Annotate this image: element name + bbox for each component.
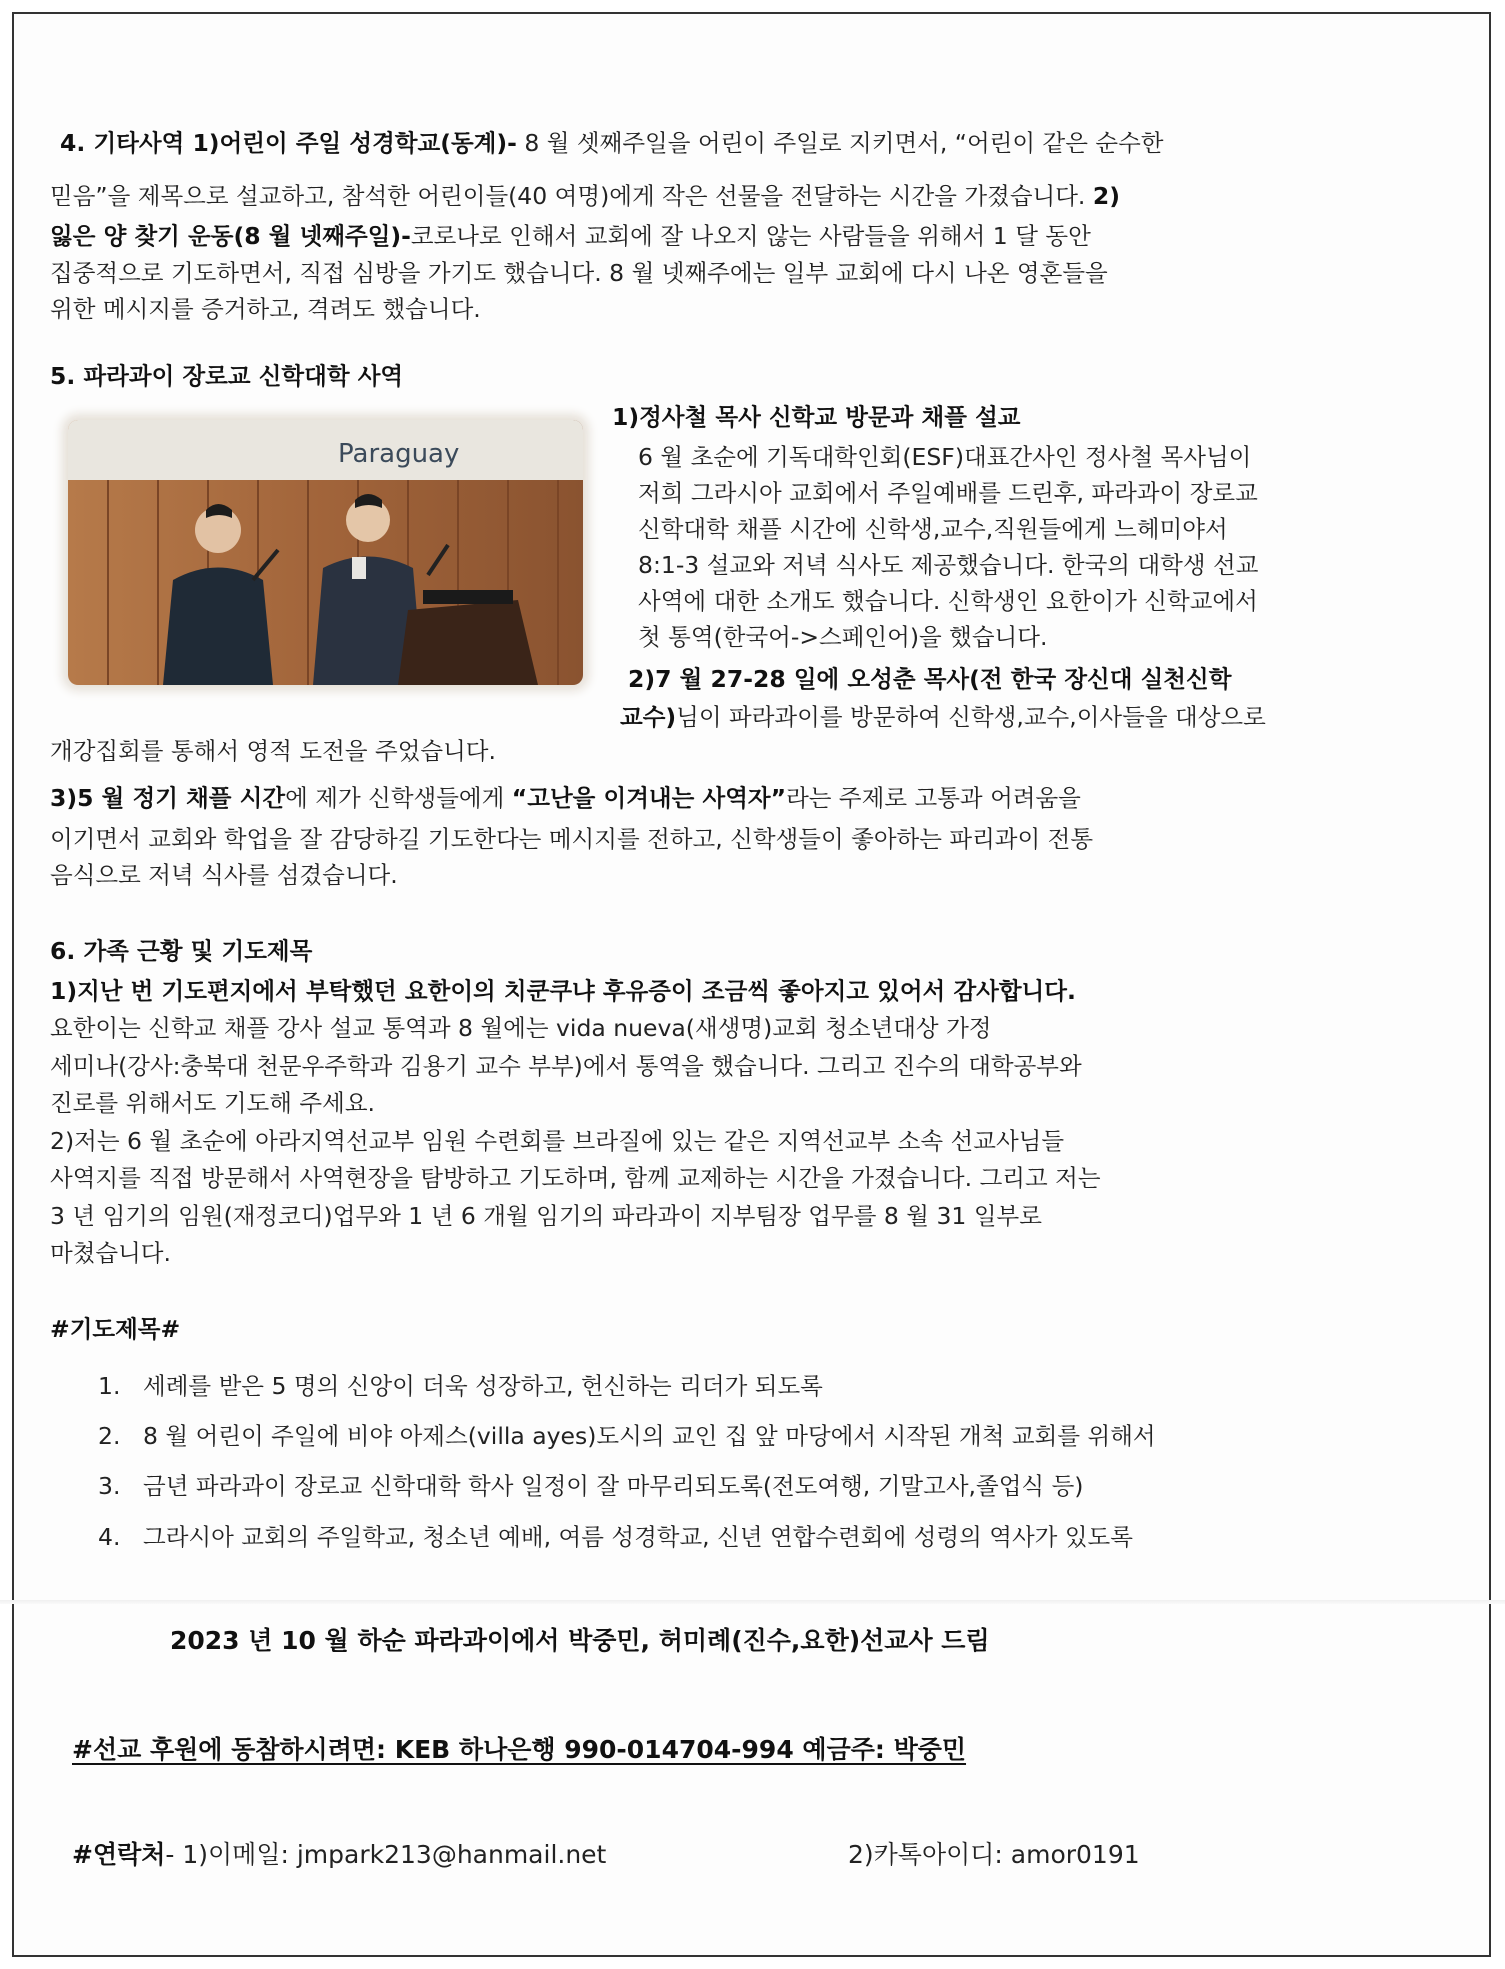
- contact-info: #연락처- 1)이메일: jmpark213@hanmail.net: [72, 1840, 607, 1869]
- sec5-p1-line: 첫 통역(한국어->스페인어)을 했습니다.: [638, 623, 1048, 651]
- sec4-line-1: 4. 기타사역 1)어린이 주일 성경학교(동계)- 8 월 셋째주일을 어린이 주일로 지키면서, “어린이 같은 순수한: [60, 129, 1164, 157]
- sec4-title: 4. 기타사역 1)어린이 주일 성경학교(동계)-: [60, 129, 517, 157]
- sec5-p1-line: 6 월 초순에 기독대학인회(ESF)대표간사인 정사철 목사님이: [638, 443, 1252, 471]
- sec5-p1-line: 사역에 대한 소개도 했습니다. 신학생인 요한이가 신학교에서: [638, 587, 1258, 615]
- sec5-p3-line-3: 음식으로 저녁 식사를 섬겼습니다.: [50, 861, 398, 889]
- sec5-heading: 5. 파라과이 장로교 신학대학 사역: [50, 362, 404, 390]
- sec6-line-3: 세미나(강사:충북대 천문우주학과 김용기 교수 부부)에서 통역을 했습니다. 그리고 진수의 대학공부와: [50, 1052, 1082, 1080]
- sec6-line-4: 진로를 위해서도 기도해 주세요.: [50, 1089, 375, 1117]
- sec5-p3-line-2: 이기면서 교회와 학업을 잘 감당하길 기도한다는 메시지를 전하고, 신학생들이 좋아하는 파리과이 전통: [50, 825, 1094, 853]
- sec6-heading: 6. 가족 근황 및 기도제목: [50, 937, 313, 965]
- photo-banner-text: Paraguay: [338, 439, 460, 469]
- sec5-p2-line-1: 교수)님이 파라과이를 방문하여 신학생,교수,이사들을 대상으로: [620, 703, 1266, 731]
- prayer-item-number: 4.: [98, 1523, 121, 1551]
- sec5-p2-line-2: 개강집회를 통해서 영적 도전을 주었습니다.: [50, 737, 496, 765]
- sec5-p1-line: 저희 그라시아 교회에서 주일예배를 드린후, 파라과이 장로교: [638, 479, 1258, 507]
- prayer-heading: #기도제목#: [50, 1315, 181, 1343]
- sec4-line-3: 잃은 양 찾기 운동(8 월 넷째주일)-코로나로 인해서 교회에 잘 나오지 않는 사람들을 위해서 1 달 동안: [50, 222, 1091, 250]
- sec5-p1-line: 8:1-3 설교와 저녁 식사도 제공했습니다. 한국의 대학생 선교: [638, 551, 1259, 579]
- sec5-p1-line: 신학대학 채플 시간에 신학생,교수,직원들에게 느헤미야서: [638, 515, 1228, 543]
- signature: 2023 년 10 월 하순 파라과이에서 박중민, 허미례(진수,요한)선교사 드림: [170, 1626, 990, 1655]
- contact-kakao: 2)카톡아이디: amor0191: [848, 1840, 1140, 1869]
- sec4-line-4: 집중적으로 기도하면서, 직접 심방을 가기도 했습니다. 8 월 넷째주에는 일부 교회에 다시 나온 영혼들을: [50, 259, 1108, 287]
- sec6-line-1: 1)지난 번 기도편지에서 부탁했던 요한이의 치쿤쿠냐 후유증이 조금씩 좋아지고 있어서 감사합니다.: [50, 977, 1076, 1005]
- prayer-item-number: 1.: [98, 1372, 121, 1400]
- sec5-p3-line-1: 3)5 월 정기 채플 시간에 제가 신학생들에게 “고난을 이겨내는 사역자”라는 주제로 고통과 어려움을: [50, 784, 1081, 812]
- sec6-line-6: 사역지를 직접 방문해서 사역현장을 탐방하고 기도하며, 함께 교제하는 시간을 가졌습니다. 그리고 저는: [50, 1164, 1101, 1192]
- support-info: #선교 후원에 동참하시려면: KEB 하나은행 990-014704-994 예금주: 박중민: [72, 1735, 967, 1764]
- chapel-photo: [68, 420, 583, 685]
- prayer-item: 8 월 어린이 주일에 비야 아제스(villa ayes)도시의 교인 집 앞 마당에서 시작된 개척 교회를 위해서: [143, 1422, 1156, 1450]
- prayer-item-number: 3.: [98, 1472, 121, 1500]
- sec6-line-2: 요한이는 신학교 채플 강사 설교 통역과 8 월에는 vida nueva(새생명)교회 청소년대상 가정: [50, 1014, 992, 1042]
- sec4-line-5: 위한 메시지를 증거하고, 격려도 했습니다.: [50, 295, 481, 323]
- sec5-p2-title: 2)7 월 27-28 일에 오성춘 목사(전 한국 장신대 실천신학: [628, 665, 1232, 693]
- sec6-line-7: 3 년 임기의 임원(재정코디)업무와 1 년 6 개월 임기의 파라과이 지부팀장 업무를 8 월 31 일부로: [50, 1202, 1042, 1230]
- prayer-item: 금년 파라과이 장로교 신학대학 학사 일정이 잘 마무리되도록(전도여행, 기말고사,졸업식 등): [143, 1472, 1084, 1500]
- chapel-photo-image: [68, 420, 583, 685]
- prayer-item-number: 2.: [98, 1422, 121, 1450]
- sec5-p1-title: 1)정사철 목사 신학교 방문과 채플 설교: [612, 403, 1021, 431]
- sec4-line-2: 믿음”을 제목으로 설교하고, 참석한 어린이들(40 여명)에게 작은 선물을 전달하는 시간을 가졌습니다. 2): [50, 182, 1120, 210]
- prayer-item: 그라시아 교회의 주일학교, 청소년 예배, 여름 성경학교, 신년 연합수련회에 성령의 역사가 있도록: [143, 1523, 1133, 1551]
- sec6-line-8: 마쳤습니다.: [50, 1239, 171, 1267]
- sec6-line-5: 2)저는 6 월 초순에 아라지역선교부 임원 수련회를 브라질에 있는 같은 지역선교부 소속 선교사님들: [50, 1127, 1065, 1155]
- paper-fold: [0, 1600, 1505, 1604]
- prayer-item: 세례를 받은 5 명의 신앙이 더욱 성장하고, 헌신하는 리더가 되도록: [143, 1372, 823, 1400]
